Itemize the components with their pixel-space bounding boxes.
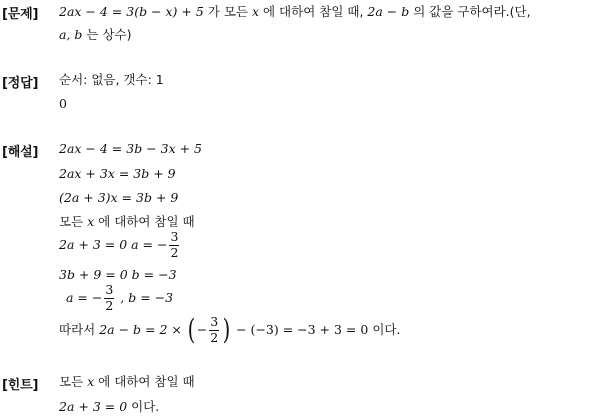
problem-equation: 2ax − 4 = 3(b − x) + 5 (59, 4, 204, 19)
fraction: $\frac{3}{2}$ (105, 282, 114, 313)
explanation-step-8: 따라서 2a − b = 2 × ( − $\frac{3}{2}$ ) − (−3) = −3 + 3 = 0 이다. (59, 313, 401, 346)
fraction: $\frac{3}{2}$ (170, 229, 179, 260)
hint-line-2: 2a + 3 = 0 이다. (59, 399, 160, 414)
explanation-step-2: 2ax + 3x = 3b + 9 (59, 166, 176, 181)
explanation-step-6: 3b + 9 = 0 b = −3 (59, 267, 177, 282)
answer-order-count: 순서: 없음, 갯수: 1 (59, 72, 164, 87)
problem-line-2: a, b 는 상수) (59, 27, 132, 42)
explanation-label: [해설] (2, 145, 39, 160)
fraction: $\frac{3}{2}$ (210, 314, 219, 345)
explanation-step-4: 모든 x 에 대하여 참일 때 (59, 214, 195, 229)
explanation-step-1: 2ax − 4 = 3b − 3x + 5 (59, 141, 202, 156)
problem-line-1: 2ax − 4 = 3(b − x) + 5 가 모든 x 에 대하여 참일 때, 2a − b 의 값을 구하여라.(단, (59, 4, 531, 19)
problem-label: [문제] (2, 7, 39, 22)
hint-label: [힌트] (2, 378, 39, 393)
hint-line-1: 모든 x 에 대하여 참일 때 (59, 374, 195, 389)
explanation-step-5: 2a + 3 = 0 a = − $\frac{3}{2}$ (59, 229, 179, 260)
answer-value: 0 (59, 96, 67, 111)
answer-label: [정답] (2, 76, 39, 91)
explanation-step-3: (2a + 3)x = 3b + 9 (59, 190, 179, 205)
explanation-step-7: a = − $\frac{3}{2}$ , b = −3 (66, 282, 174, 313)
